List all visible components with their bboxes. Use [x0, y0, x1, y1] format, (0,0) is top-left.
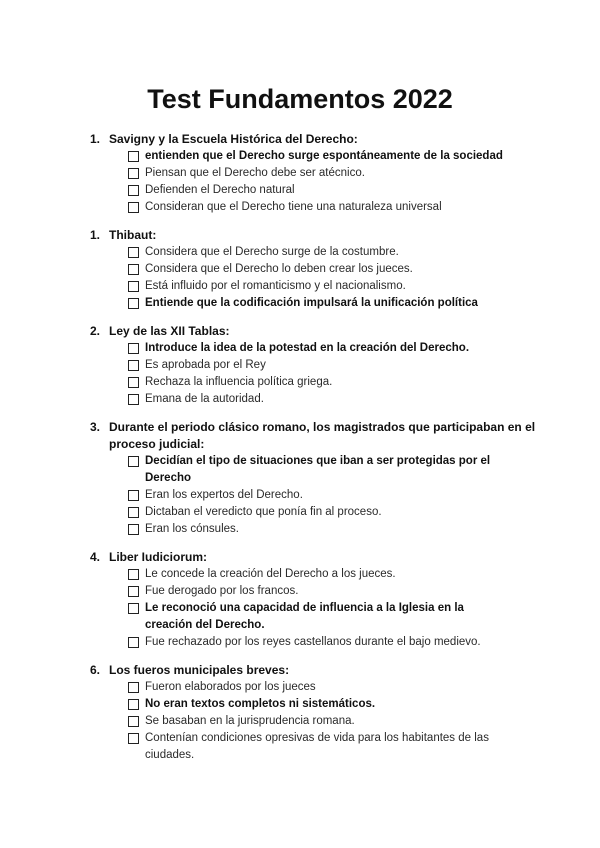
answer-option	[0, 679, 508, 696]
answer-option	[0, 634, 508, 651]
answer-option	[0, 583, 508, 600]
checkbox-icon[interactable]	[128, 202, 139, 213]
answer-text: Dictaban el veredicto que ponía fin al proceso.	[145, 506, 382, 518]
checkbox-icon[interactable]	[128, 456, 139, 467]
answer-text: Le reconoció una capacidad de influencia a la Iglesia en la creación del Derecho.	[145, 602, 464, 631]
answer-option-correct	[0, 600, 508, 634]
answer-text: Considera que el Derecho lo deben crear los jueces.	[145, 263, 413, 275]
question-text: Thibaut:	[109, 228, 157, 242]
answer-option	[0, 487, 508, 504]
answer-option-correct	[0, 340, 508, 357]
answer-text: Fueron elaborados por los jueces	[145, 681, 316, 693]
answer-option	[0, 504, 508, 521]
answer-options	[0, 566, 600, 651]
checkbox-icon[interactable]	[128, 151, 139, 162]
answer-text: Defienden el Derecho natural	[145, 184, 295, 196]
answer-text: Considera que el Derecho surge de la costumbre.	[145, 246, 399, 258]
checkbox-icon[interactable]	[128, 682, 139, 693]
question-block	[0, 131, 600, 216]
checkbox-icon[interactable]	[128, 569, 139, 580]
page-title: Test Fundamentos 2022	[147, 84, 453, 114]
checkbox-icon[interactable]	[128, 298, 139, 309]
answer-text: Rechaza la influencia política griega.	[145, 376, 333, 388]
answer-text: Emana de la autoridad.	[145, 393, 264, 405]
checkbox-icon[interactable]	[128, 637, 139, 648]
answer-text: Introduce la idea de la potestad en la creación del Derecho.	[145, 342, 470, 354]
question-heading	[0, 131, 540, 148]
answer-options	[0, 453, 600, 538]
answer-text: Consideran que el Derecho tiene una naturaleza universal	[145, 201, 442, 213]
question-number: 2.	[90, 324, 101, 338]
checkbox-icon[interactable]	[128, 733, 139, 744]
answer-option	[0, 199, 508, 216]
checkbox-icon[interactable]	[128, 185, 139, 196]
question-number: 4.	[90, 550, 101, 564]
question-number: 3.	[90, 420, 101, 434]
question-heading	[0, 549, 540, 566]
checkbox-icon[interactable]	[128, 377, 139, 388]
answer-option-correct	[0, 295, 508, 312]
answer-text: Está influido por el romanticismo y el nacionalismo.	[145, 280, 406, 292]
answer-text: Le concede la creación del Derecho a los jueces.	[145, 568, 396, 580]
answer-option	[0, 713, 508, 730]
checkbox-icon[interactable]	[128, 586, 139, 597]
answer-options	[0, 148, 600, 216]
answer-option	[0, 730, 508, 764]
question-block	[0, 323, 600, 408]
answer-option	[0, 182, 508, 199]
question-list	[0, 131, 600, 775]
checkbox-icon[interactable]	[128, 524, 139, 535]
answer-option	[0, 374, 508, 391]
question-heading	[0, 323, 540, 340]
answer-option	[0, 278, 508, 295]
checkbox-icon[interactable]	[128, 394, 139, 405]
answer-options	[0, 244, 600, 312]
answer-option	[0, 521, 508, 538]
checkbox-icon[interactable]	[128, 716, 139, 727]
question-number: 1.	[90, 228, 101, 242]
answer-option	[0, 244, 508, 261]
answer-option-correct	[0, 148, 508, 165]
answer-text: Contenían condiciones opresivas de vida para los habitantes de las ciudades.	[145, 732, 489, 761]
question-heading	[0, 227, 540, 244]
checkbox-icon[interactable]	[128, 168, 139, 179]
question-block	[0, 227, 600, 312]
question-text: Liber Iudiciorum:	[109, 550, 208, 564]
question-block	[0, 419, 600, 538]
question-text: Savigny y la Escuela Histórica del Derecho:	[109, 132, 358, 146]
question-number: 6.	[90, 663, 101, 677]
checkbox-icon[interactable]	[128, 360, 139, 371]
answer-option-correct	[0, 453, 508, 487]
answer-text: Decidían el tipo de situaciones que iban a ser protegidas por el Derecho	[145, 455, 491, 484]
answer-text: Entiende que la codificación impulsará la unificación política	[145, 297, 478, 309]
checkbox-icon[interactable]	[128, 343, 139, 354]
checkbox-icon[interactable]	[128, 264, 139, 275]
checkbox-icon[interactable]	[128, 507, 139, 518]
answer-option	[0, 357, 508, 374]
checkbox-icon[interactable]	[128, 603, 139, 614]
checkbox-icon[interactable]	[128, 281, 139, 292]
answer-text: Piensan que el Derecho debe ser atécnico.	[145, 167, 365, 179]
question-text: Durante el periodo clásico romano, los magistrados que participaban en el proceso judicial:	[109, 420, 536, 451]
answer-text: Eran los expertos del Derecho.	[145, 489, 303, 501]
question-number: 1.	[90, 132, 101, 146]
answer-text: Fue rechazado por los reyes castellanos durante el bajo medievo.	[145, 636, 481, 648]
question-text: Ley de las XII Tablas:	[109, 324, 230, 338]
answer-text: Fue derogado por los francos.	[145, 585, 299, 597]
question-text: Los fueros municipales breves:	[109, 663, 290, 677]
checkbox-icon[interactable]	[128, 490, 139, 501]
question-heading	[0, 662, 540, 679]
question-heading	[0, 419, 540, 453]
answer-option	[0, 261, 508, 278]
question-block	[0, 549, 600, 651]
answer-option	[0, 165, 508, 182]
answer-text: No eran textos completos ni sistemáticos.	[145, 698, 376, 710]
question-block	[0, 662, 600, 764]
checkbox-icon[interactable]	[128, 699, 139, 710]
answer-text: Se basaban en la jurisprudencia romana.	[145, 715, 355, 727]
answer-option	[0, 566, 508, 583]
checkbox-icon[interactable]	[128, 247, 139, 258]
answer-text: entienden que el Derecho surge espontáneamente de la sociedad	[145, 150, 503, 162]
answer-text: Es aprobada por el Rey	[145, 359, 266, 371]
answer-option-correct	[0, 696, 508, 713]
answer-options	[0, 340, 600, 408]
answer-option	[0, 391, 508, 408]
answer-text: Eran los cónsules.	[145, 523, 239, 535]
answer-options	[0, 679, 600, 764]
